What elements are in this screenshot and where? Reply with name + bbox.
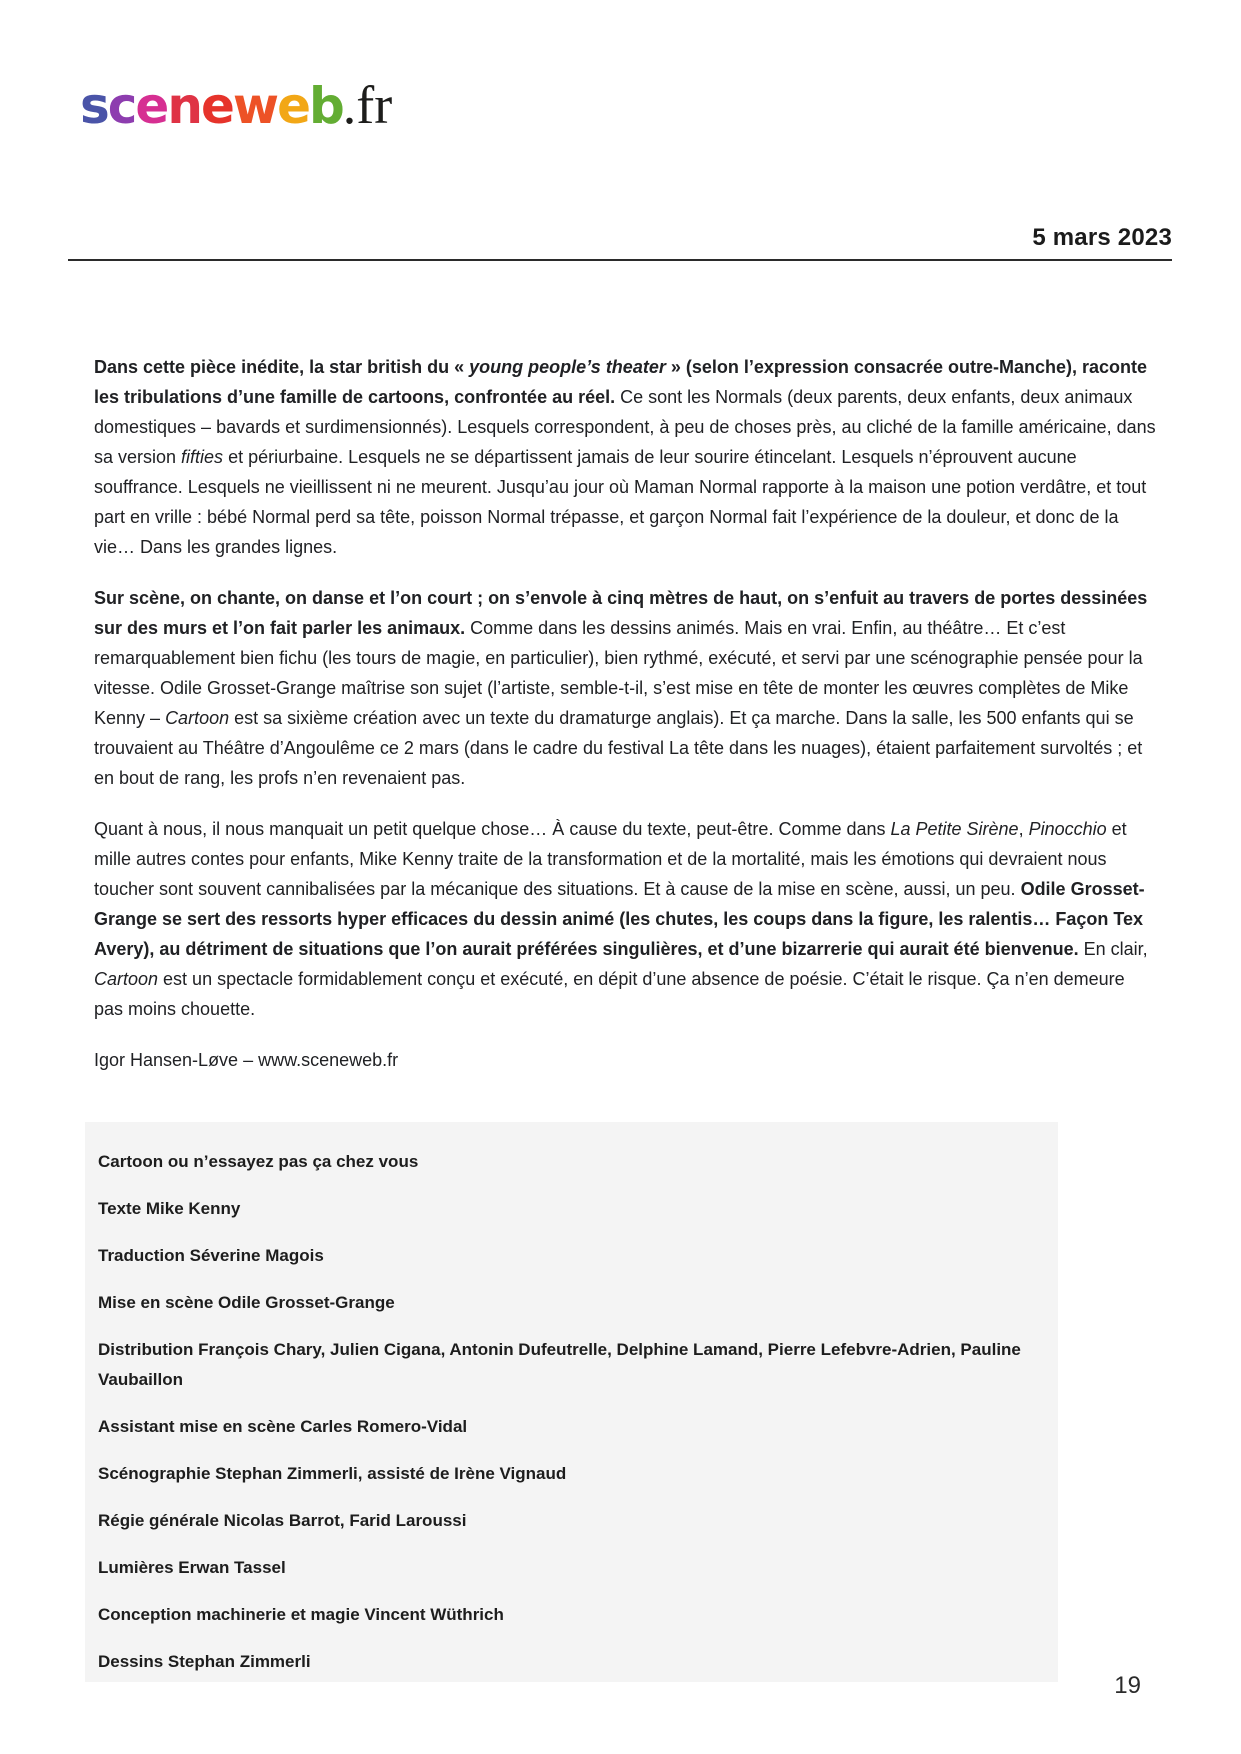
credit-line: Conception machinerie et magie Vincent Wüthrich xyxy=(98,1605,504,1624)
logo-letter: s xyxy=(80,77,108,135)
credit-line: Distribution François Chary, Julien Cigana, Antonin Dufeutrelle, Delphine Lamand, Pierre Lefebvre-Adrien, Pauline Vaubaillon xyxy=(98,1340,1021,1389)
credit-line: Scénographie Stephan Zimmerli, assisté de Irène Vignaud xyxy=(98,1464,567,1483)
credits-box xyxy=(85,1122,1058,1682)
text-run: En clair, xyxy=(1078,939,1148,959)
header-rule xyxy=(68,259,1172,261)
text-run: Cartoon xyxy=(165,708,230,728)
paragraph-3 xyxy=(94,814,1156,1024)
credit-line: Dessins Stephan Zimmerli xyxy=(98,1652,311,1671)
logo-letter: c xyxy=(107,77,136,135)
text-run: et mille autres contes pour enfants, Mike Kenny traite de la transformation et de la mortalité, mais les émotions qui devraient nous toucher sont souvent cannibalisées par la mécanique des situations. Et à cause de la mise en scène, aussi, un peu. xyxy=(94,819,1127,899)
credit-title: Cartoon ou n’essayez pas ça chez vous xyxy=(98,1152,419,1171)
credit-line: Texte Mike Kenny xyxy=(98,1199,241,1218)
article-date: 5 mars 2023 xyxy=(1032,224,1172,251)
article-body xyxy=(94,352,1156,1075)
text-run: est sa sixième création avec un texte du dramaturge anglais). Et ça marche. Dans la salle, les 500 enfants qui se trouvaient au Théâtre d’Angoulême ce 2 mars (dans le cadre du festival La tête dans les nuages), étaient parfaitement survoltés ; et en bout de rang, les profs n’en revenaient pas. xyxy=(94,708,1143,788)
text-run: Cartoon xyxy=(94,969,159,989)
byline: Igor Hansen-Løve – www.sceneweb.fr xyxy=(94,1050,399,1070)
text-run: Sur scène, on chante, on danse et l’on court ; on s’envole à cinq mètres de haut, on s’enfuit au travers de portes dessinées sur des murs et l’on fait parler les animaux. xyxy=(94,588,1148,638)
text-run: La Petite Sirène xyxy=(890,819,1019,839)
page-number: 19 xyxy=(1114,1672,1141,1699)
credit-line: Traduction Séverine Magois xyxy=(98,1246,324,1265)
text-run: , xyxy=(1018,819,1029,839)
logo-letter: e xyxy=(135,77,168,135)
text-run: et périurbaine. Lesquels ne se départissent jamais de leur sourire étincelant. Lesquels n’éprouvent aucune souffrance. Lesquels ne vieillissent ni ne meurent. Jusqu’au jour où Maman Normal rapporte à la maison une potion verdâtre, et tout part en vrille : bébé Normal perd sa tête, poisson Normal trépasse, et garçon Normal fait l’expérience de la douleur, et donc de la vie… Dans les grandes lignes. xyxy=(94,447,1147,557)
logo-letter: n xyxy=(167,77,201,135)
text-run: est un spectacle formidablement conçu et exécuté, en dépit d’une absence de poésie. C’était le risque. Ça n’en demeure pas moins chouette. xyxy=(94,969,1125,1019)
credit-line: Mise en scène Odile Grosset-Grange xyxy=(98,1293,395,1312)
text-run: » (selon l’expression consacrée outre-Manche), raconte les tribulations d’une famille de cartoons, confrontée au réel. xyxy=(94,357,1148,407)
logo-word xyxy=(80,77,343,135)
logo-letter: e xyxy=(277,77,309,135)
logo-letter: e xyxy=(200,77,233,135)
logo-letter: w xyxy=(232,77,278,135)
credit-line: Lumières Erwan Tassel xyxy=(98,1558,286,1577)
logo-domain-suffix: .fr xyxy=(342,75,393,135)
logo-letter: b xyxy=(308,77,343,135)
text-run: Quant à nous, il nous manquait un petit quelque chose… À cause du texte, peut-être. Comme dans xyxy=(94,819,891,839)
text-run: fifties xyxy=(181,447,224,467)
text-run: Pinocchio xyxy=(1028,819,1107,839)
text-run: Dans cette pièce inédite, la star british du « xyxy=(94,357,470,377)
credit-line: Assistant mise en scène Carles Romero-Vidal xyxy=(98,1417,468,1436)
text-run: Comme dans les dessins animés. Mais en vrai. Enfin, au théâtre… Et c’est remarquablement bien fichu (les tours de magie, en particulier), bien rythmé, exécuté, et servi par une scénographie pensée pour la vitesse. Odile Grosset-Grange maîtrise son sujet (l’artiste, semble-t-il, s’est mise en tête de monter les œuvres complètes de Mike Kenny – xyxy=(94,618,1143,728)
paragraph-2 xyxy=(94,583,1156,793)
text-run: Ce sont les Normals (deux parents, deux enfants, deux animaux domestiques – bavards et surdimensionnés). Lesquels correspondent, à peu de choses près, au cliché de la famille américaine, dans sa version xyxy=(94,387,1156,467)
text-run: Odile Grosset-Grange se sert des ressorts hyper efficaces du dessin animé (les chutes, les coups dans la figure, les ralentis… Façon Tex Avery), au détriment de situations que l’on aurait préférées singulières, et d’une bizarrerie qui aurait été bienvenue. xyxy=(94,879,1145,959)
paragraph-1 xyxy=(94,352,1156,562)
credit-line: Régie générale Nicolas Barrot, Farid Laroussi xyxy=(98,1511,467,1530)
sceneweb-logo xyxy=(80,75,393,135)
text-run: young people’s theater xyxy=(469,357,666,377)
